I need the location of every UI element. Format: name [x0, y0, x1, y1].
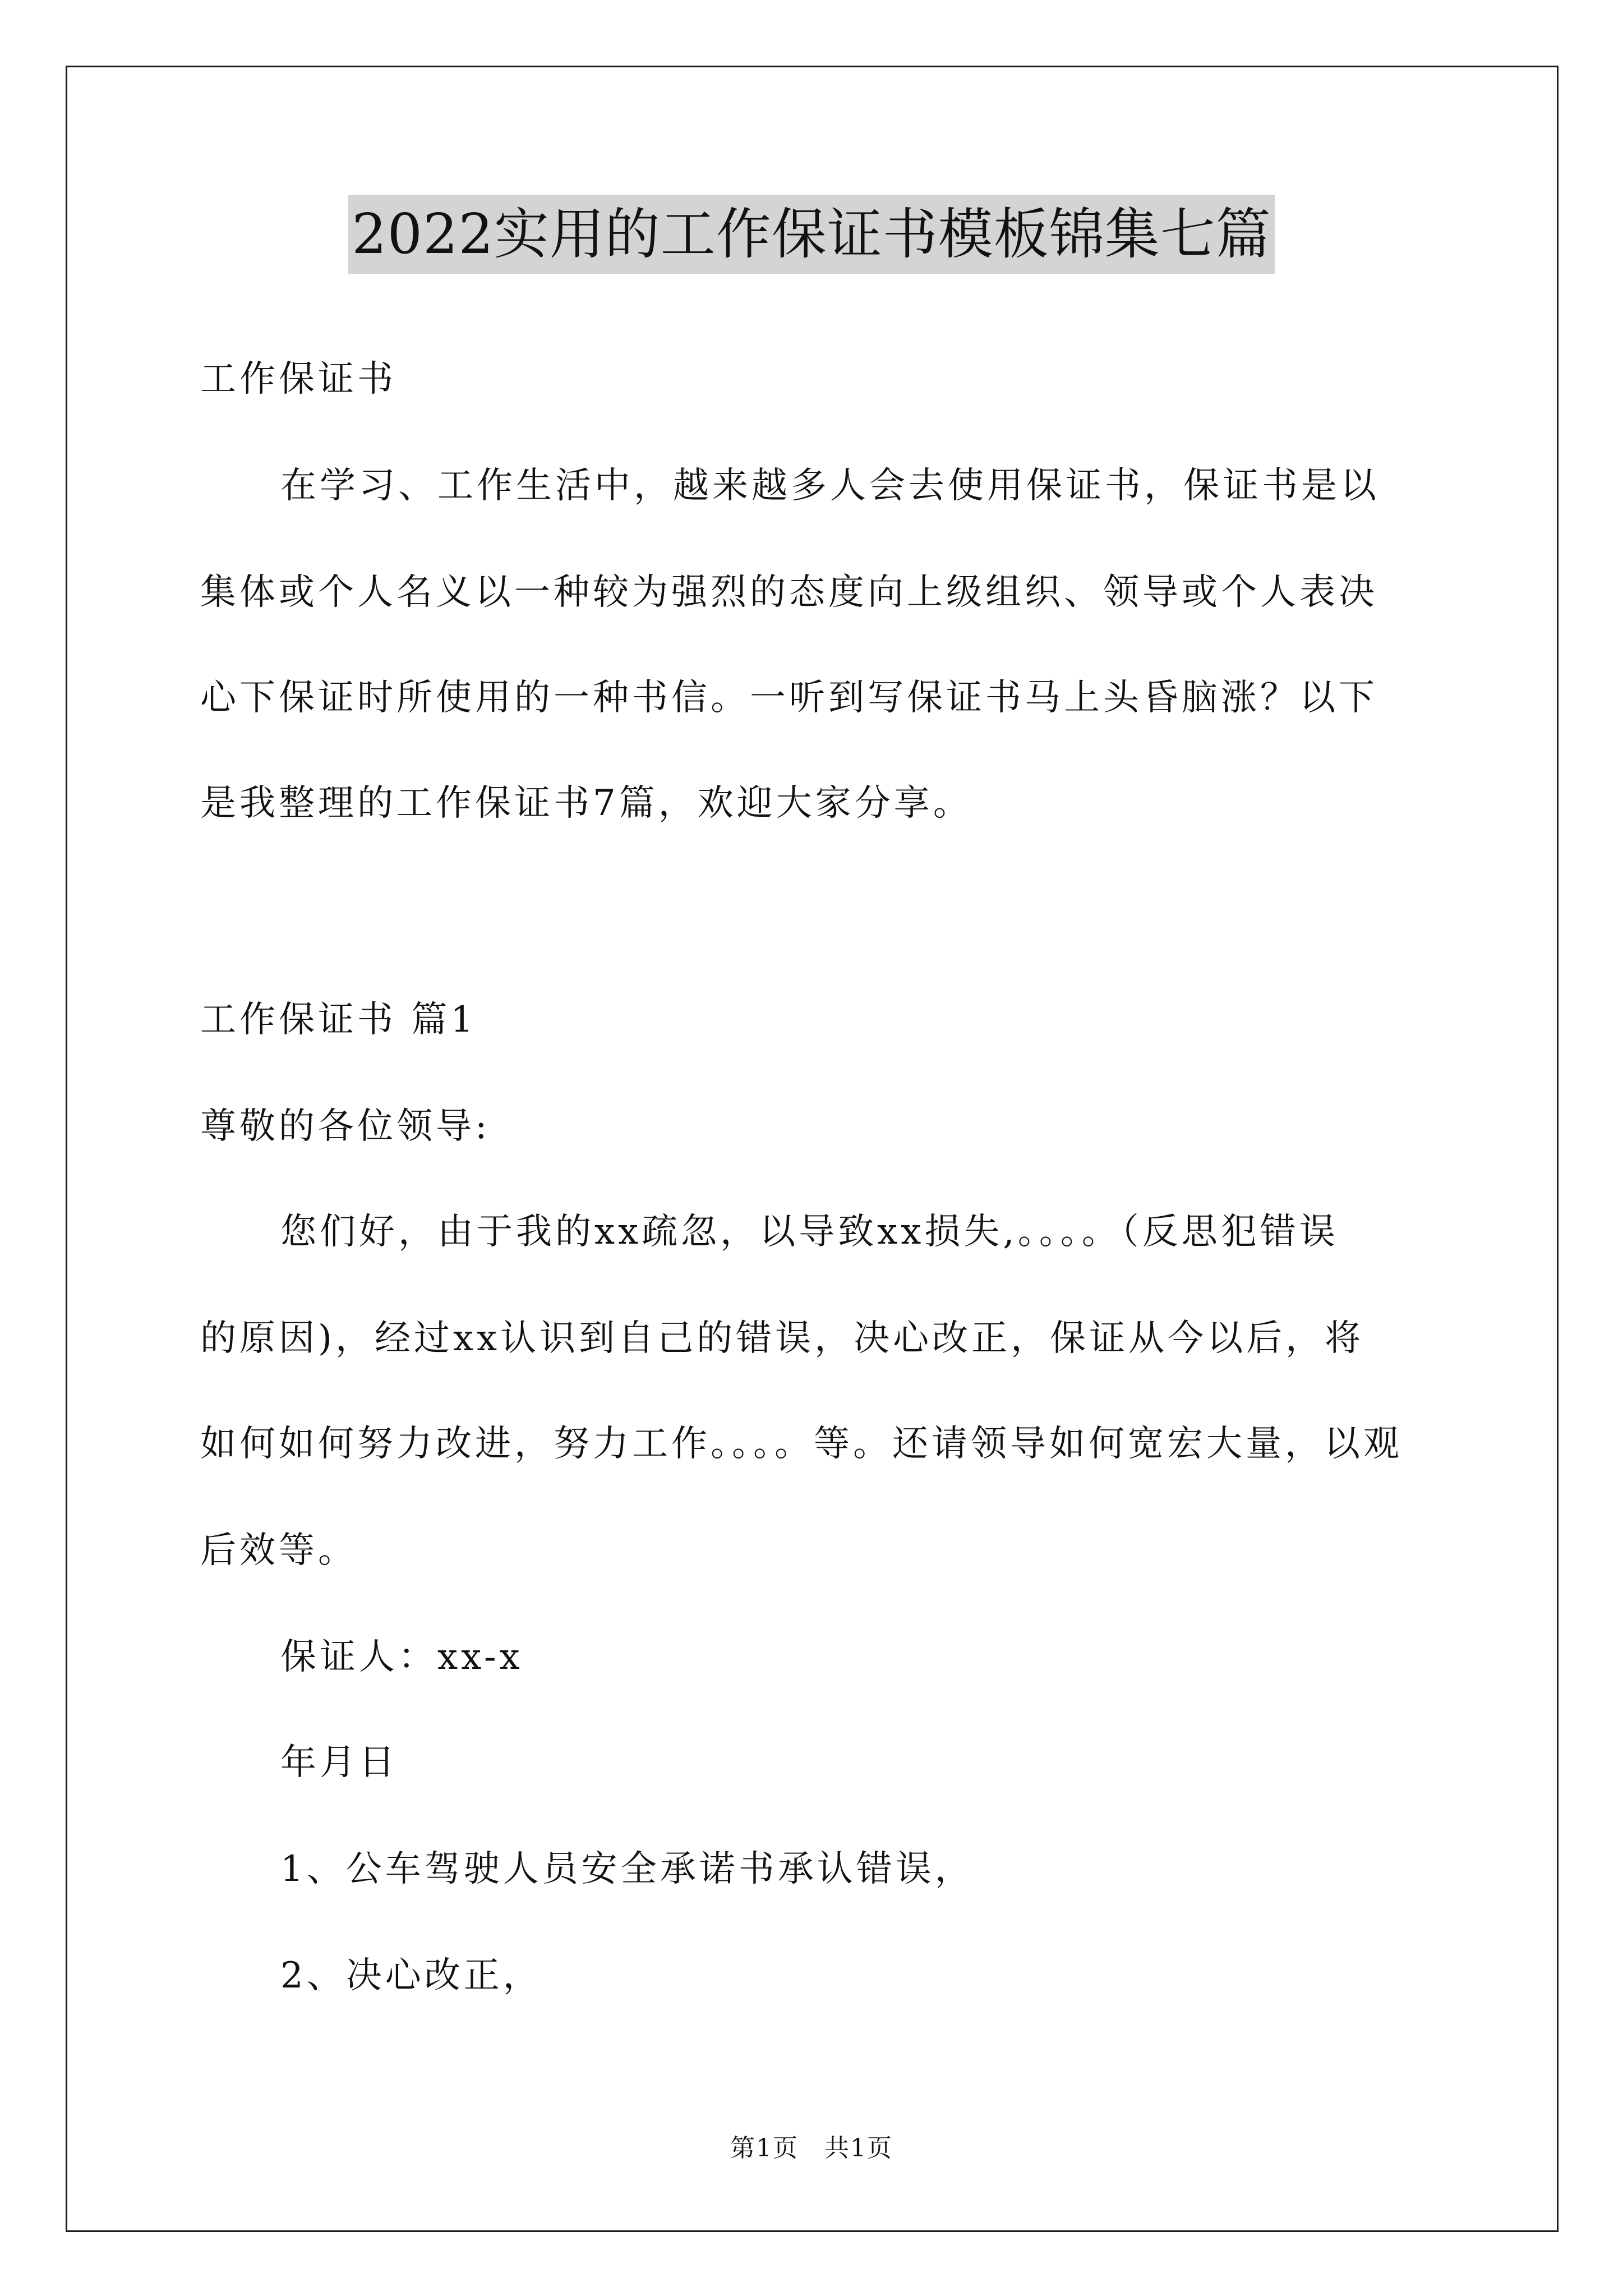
body-line: 后效等。: [200, 1530, 357, 1571]
intro-line: 在学习、工作生活中，越来越多人会去使用保证书，保证书是以: [280, 465, 1380, 507]
document-title: 2022实用的工作保证书模板锦集七篇: [348, 195, 1274, 274]
salutation: 尊敬的各位领导:: [200, 1106, 491, 1147]
title-container: [0, 195, 1623, 274]
date-line: 年月日: [280, 1742, 398, 1783]
list-item: 1、公车驾驶人员安全承诺书承认错误，: [280, 1848, 974, 1890]
intro-line: 心下保证时所使用的一种书信。一听到写保证书马上头昏脑涨？以下: [200, 677, 1378, 719]
section-heading: 工作保证书: [200, 358, 396, 400]
intro-line: 是我整理的工作保证书7篇，欢迎大家分享。: [200, 783, 972, 824]
intro-line: 集体或个人名义以一种较为强烈的态度向上级组织、领导或个人表决: [200, 572, 1378, 613]
body-line: 的原因)，经过xx认识到自己的错误，决心改正，保证从今以后，将: [200, 1318, 1364, 1359]
signer-line: 保证人：xx-x: [280, 1636, 523, 1678]
body-line: 您们好，由于我的xx疏忽，以导致xx损失,。。。。（反思犯错误: [280, 1211, 1339, 1253]
chapter-heading: 工作保证书 篇1: [200, 999, 477, 1041]
list-item: 2、决心改正，: [280, 1955, 542, 1996]
page-footer: 第1页 共1页: [730, 2134, 893, 2162]
body-line: 如何如何努力改进，努力工作。。。。等。还请领导如何宽宏大量，以观: [200, 1423, 1403, 1465]
